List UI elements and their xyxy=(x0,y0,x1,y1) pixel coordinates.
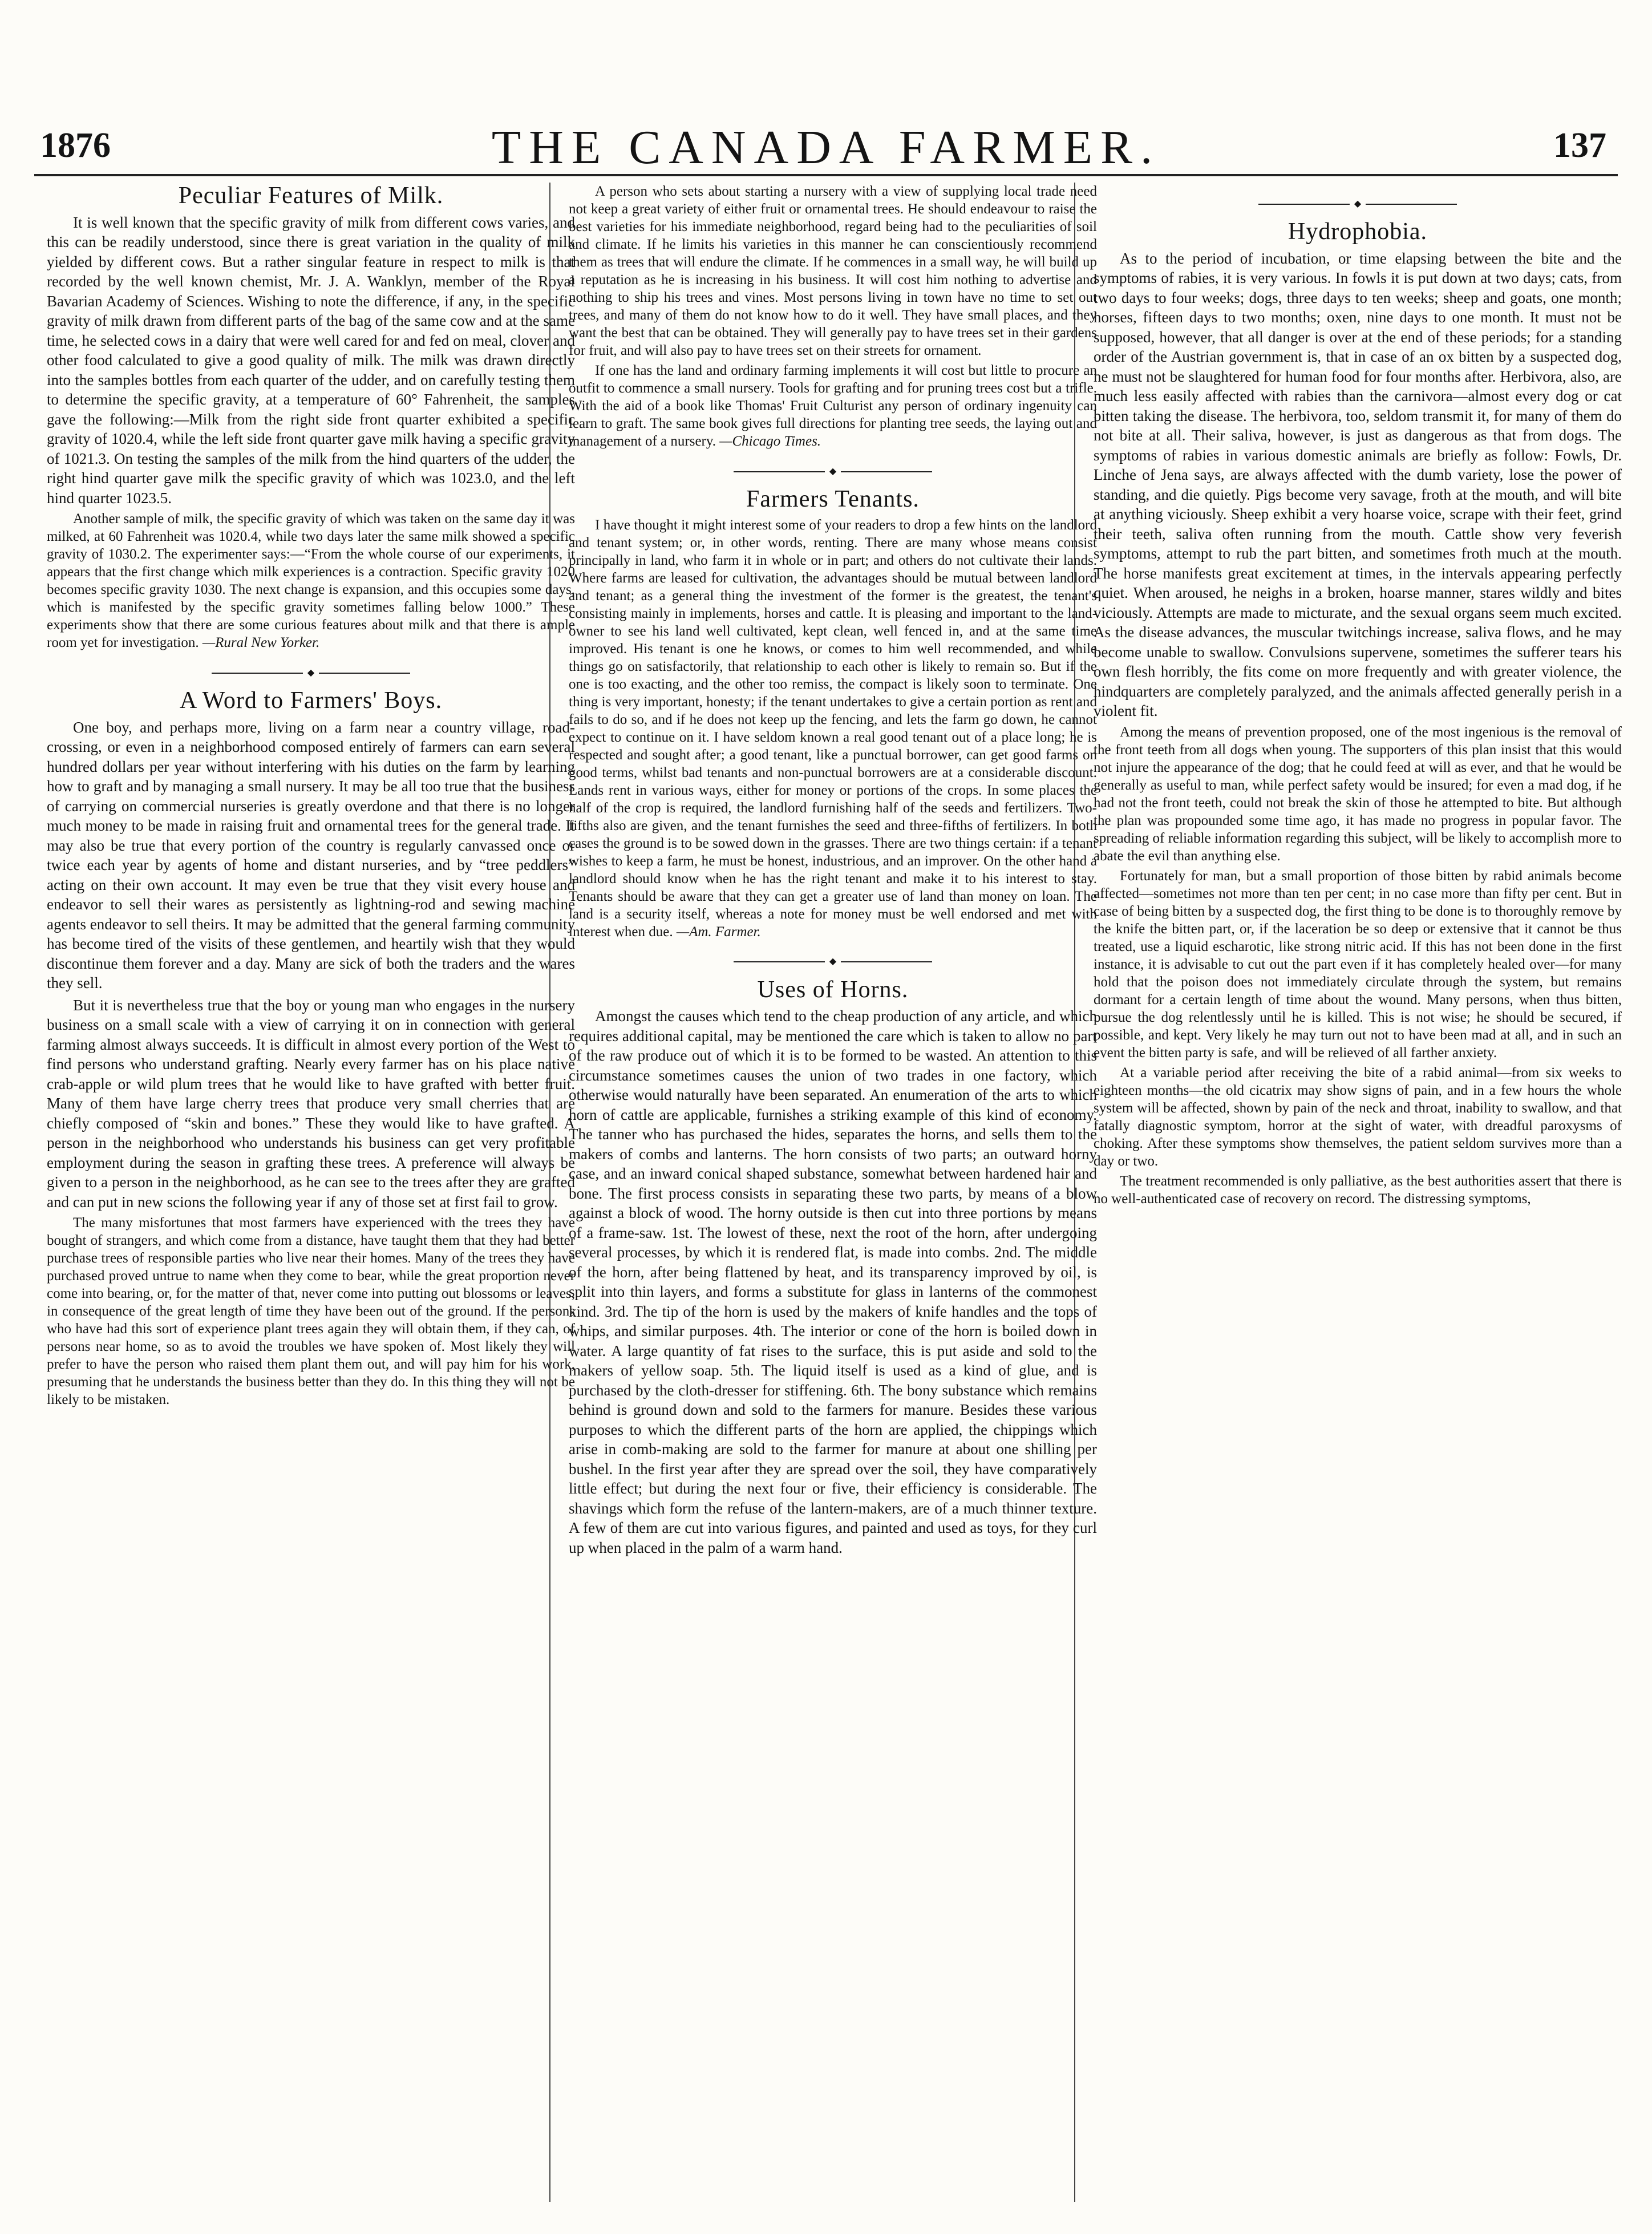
article-title-tenants: Farmers Tenants. xyxy=(746,486,920,513)
article-credit: —Rural New Yorker. xyxy=(202,635,320,650)
page-number: 137 xyxy=(1553,126,1606,165)
article-title-horns: Uses of Horns. xyxy=(757,976,909,1003)
article-paragraph: At a variable period after receiving the bite of a rabid animal—from six weeks to eighteen months—the old cicatrix may show signs of pain, and in a few hours the whole system will be affected, shown by pain of the neck and throat, inability to swallow, and that fatally diagnostic symptom, horror at the sight of water, with dreadful paroxysms of choking. After these symptoms show themselves, the patient seldom survives more than a day or two. xyxy=(1094,1065,1622,1169)
column-3 xyxy=(1081,183,1634,2213)
article-paragraph: But it is nevertheless true that the boy or young man who engages in the nursery business on a small scale with a view of carrying it on in connection with general farming almost always succeeds. It is difficult in almost every portion of the West to find persons who understand grafting. Nearly every farmer has on his place native crab-apple or wild plum trees that he would like to have grafted with better fruit. Many of them have large cherry trees that produce very small cherries that are chiefly composed of “skin and bones.” These they would like to have grafted. A person in the neighborhood who understands his business can get very profitable employment during the season in grafting these trees. A preference will always be given to a person in the neighborhood, as he can see to the trees after they are grafted and can put in new scions the following year if any of those set at first fail to grow. xyxy=(47,996,575,1211)
article-title-boys: A Word to Farmers' Boys. xyxy=(179,687,443,714)
article-paragraph: Amongst the causes which tend to the cheap production of any article, and which requires additional capital, may be mentioned the care which is taken to allow no part of the raw produce out of which it is to be formed to be wasted. An attention to this circumstance sometimes causes the union of two trades in one factory, which otherwise would naturally have been separated. An enumeration of the arts to which horn of cattle are applicable, furnishes a striking example of this kind of economy. The tanner who has purchased the hides, separates the horns, and sells them to the makers of combs and lanterns. The horn consists of two parts; an outward horny case, and an inward conical shaped substance, somewhat between hardened hair and bone. The first process consists in separating these two parts, by means of a blow against a block of wood. The horny outside is then cut into three portions by means of a frame-saw. 1st. The lowest of these, next the root of the horn, after undergoing several processes, by which it is rendered flat, is made into combs. 2nd. The middle of the horn, after being flattened by heat, and its transparency improved by oil, is split into thin layers, and forms a substitute for glass in lanterns of the commonest kind. 3rd. The tip of the horn is used by the makers of knife handles and the tops of whips, and similar purposes. 4th. The interior or cone of the horn is boiled down in water. A large quantity of fat rises to the surface, this is put aside and sold to the makers of yellow soap. 5th. The liquid itself is used as a kind of glue, and is purchased by the cloth-dresser for stiffening. 6th. The bony substance which remains behind is ground down and sold to the farmers for manure. Besides these various purposes to which the different parts of the horn are applied, the chippings which arise in comb-making are sold to the farmer for manure at about one shilling per bushel. In the first year after they are spread over the soil, they have comparatively little effect; but during the next four or five, their efficiency is considerable. The shavings which form the refuse of the lantern-makers, are of a much thinner texture. A few of them are cut into various figures, and painted and used as toys, for they curl up when placed in the palm of a warm hand. xyxy=(569,1007,1097,1556)
article-credit: —Am. Farmer. xyxy=(676,924,761,940)
article-paragraph: The many misfortunes that most farmers have experienced with the trees they have bought of strangers, and which come from a distance, have taught them that they had better purchase trees of responsible parties who live near their homes. Many of the trees they have purchased proved untrue to name when they come to bear, while the great proportion never come into bearing, or, for the matter of that, never come into putting out blossoms or leaves, in consequence of the great length of time they have been out of the ground. If the persons who have had this sort of experience plant trees again they will obtain them, if they can, of persons near home, so as to avoid the troubles we have spoken of. Most likely they will prefer to have the person who raised them plant them out, and will pay him for his work, presuming that he understands the business better than they do. In this thing they will not be likely to be mistaken. xyxy=(47,1215,575,1408)
article-paragraph: Fortunately for man, but a small proportion of those bitten by rabid animals become affected—sometimes not more than ten per cent; in no case more than fifty per cent. But in case of being bitten by a suspected dog, the first thing to be done is to thoroughly remove by the knife the bitten part, or, if the laceration be so deep or extensive that it cannot be thus treated, use a liquid escharotic, like strong nitric acid. If this has not been done in the first instance, it is advisable to cut out the part even if it has completely healed over—for many hold that the poison does not immediately circulate through the system, but remains dormant for a certain length of time about the wound. Many persons, when thus bitten, pursue the dog relentlessly until he is killed. This is not wise; he should be secured, if possible, and kept. Very likely he may turn out not to have been mad at all, and in such an event the bitten party is safe, and will be relieved of all farther anxiety. xyxy=(1094,868,1622,1061)
article-paragraph: I have thought it might interest some of your readers to drop a few hints on the landlord and tenant system; or, in other words, renting. There are many whose means consist principally in land, who farm it in whole or in part; and others do not cultivate their lands. Where farms are leased for cultivation, the advantages should be mutual between landlord and tenant; as a general thing the investment of the former is the greatest, the tenant's consisting mainly in implements, horses and cattle. It is pleasing and important to the land-owner to see his land well cultivated, kept clean, well fenced in, and at the same time improved. His tenant is one he knows, or comes to him well recommended, and while things go on satisfactorily, that relationship to each other is likely to remain so. But if the one is too exacting, and the other too remiss, the compact is likely soon to terminate. One thing is very important, honesty; if the tenant undertakes to give a certain portion as rent and fails to do so, and if he does not keep up the fencing, and lets the farm go down, he cannot expect to continue on it. I have seldom known a real good tenant out of a place long; he is respected and sought after; a good tenant, like a punctual borrower, can get good farms on good terms, whilst bad tenants and non-punctual borrowers are at a considerable discount. Lands rent in various ways, either for money or portions of the crops. In some places the half of the crop is required, the landlord furnishing half of the seeds and fertilizers. Two-fifths also are given, and the tenant furnishes the seed and three-fifths of fertilizers. In both cases the ground is to be sowed down in the grasses. There are two things certain: if a tenant wishes to keep a farm, he must be honest, industrious, and an improver. On the other hand a landlord should know when he has the right tenant and make it to his interest to stay. Tenants should be aware that they can get a greater use of land than money on loan. The land is a security itself, whereas a note for money must be well endorsed and met with interest when due. —Am. Farmer. xyxy=(569,517,1097,940)
masthead-rule xyxy=(34,174,1618,176)
newspaper-title: THE CANADA FARMER. xyxy=(491,121,1161,174)
article-title-milk: Peculiar Features of Milk. xyxy=(178,183,444,209)
section-separator: ◆ xyxy=(569,460,1097,481)
article-paragraph: If one has the land and ordinary farming implements it will cost but little to procure an outfit to commence a small nursery. Tools for grafting and for pruning trees cost but a trifle. With the aid of a book like Thomas' Fruit Culturist any person of ordinary ingenuity can learn to graft. The same book gives full directions for planting tree seeds, the laying out and management of a nursery. —Chicago Times. xyxy=(569,363,1097,449)
issue-year: 1876 xyxy=(40,126,111,165)
column-2 xyxy=(556,183,1110,2213)
article-paragraph: The treatment recommended is only palliative, as the best authorities assert that there is no well-authenticated case of recovery on record. The distressing symptoms, xyxy=(1094,1173,1622,1207)
article-credit: —Chicago Times. xyxy=(719,434,821,449)
article-paragraph: It is well known that the specific gravity of milk from different cows varies, and this can be readily understood, since there is great variation in the quality of milk yielded by different cows. But a rather singular feature in respect to milk is that recorded by the well known chemist, Mr. J. A. Wanklyn, member of the Royal Bavarian Academy of Sciences. Wishing to note the difference, if any, in the specific gravity of milk drawn from different parts of the bag of the same cow and at the same time, he selected cows in a dairy that were well cared for and fed on meal, clover and other food calculated to give a good quality of milk. The milk was drawn directly into the samples bottles from each quarter of the udder, and on carefully testing them to determine the specific gravity, at a temperature of 60° Fahrenheit, the samples gave the following:—Milk from the right side front quarter exhibited a specific gravity of 1020.4, while the left side front quarter gave milk having a specific gravity of 1021.3. On testing the samples of the milk from the hind quarters of the udder, the right hind quarter gave milk the specific gravity of which was 1023.0, and the left hind quarter 1023.5. xyxy=(47,213,575,507)
article-paragraph: Among the means of prevention proposed, one of the most ingenious is the removal of the front teeth from all dogs when young. The supporters of this plan insist that this would not injure the appearance of the dog; that he could feed at will as ever, and that he would be generally as useful to man, while perfect safety would be insured; for even a mad dog, if he had not the front teeth, could not break the skin of those he attempted to bite. But although the plan was propounded some time ago, it has made no progress in popular favor. The spreading of reliable information regarding this subject, will be likely to accomplish more to abate the evil than anything else. xyxy=(1094,724,1622,864)
article-title-hydrophobia: Hydrophobia. xyxy=(1287,218,1428,245)
article-paragraph: Another sample of milk, the specific gravity of which was taken on the same day it was milked, at 60 Fahrenheit was 1020.4, while two days later the same milk showed a specific gravity of 1030.2. The experimenter says:—“From the whole course of our experiments, it appears that the first change which milk experiences is a contraction. Specific gravity 1020 becomes specific gravity 1030. The next change is expansion, and this occupies some days, which is manifested by the specific gravity sometimes falling below 1000.” These experiments show that there are some curious features about milk and that there is ample room yet for investigation. —Rural New Yorker. xyxy=(47,511,575,650)
article-paragraph: One boy, and perhaps more, living on a farm near a country village, road-crossing, or even in a neighborhood composed entirely of farmers can earn several hundred dollars per year without interfering with his duties on the farm by learning how to graft and by managing a small nursery. It may be all too true that the business of carrying on commercial nurseries is greatly overdone and that there is no longer much money to be made in raising fruit and ornamental trees for the general trade. It may also be true that every portion of the country is regularly canvassed once or twice each year by agents of home and distant nurseries, and by “tree peddlers” acting on their own account. It may even be true that they visit every house and endeavor to sell their wares as persistently as lightning-rod and sewing machine agents endeavor to sell theirs. It may be admitted that the general farming community has become tired of the visits of these gentlemen, and heartily wish that they would discontinue them forever and a day. Many are sick of both the traders and the wares they sell. xyxy=(47,718,575,992)
masthead xyxy=(34,120,1618,174)
article-paragraph: A person who sets about starting a nursery with a view of supplying local trade need not keep a great variety of either fruit or ornamental trees. He should endeavour to raise the best varieties for his immediate neighborhood, regard being had to the peculiarities of soil and climate. If he limits his varieties in this manner he can conscientiously recommend them as trees that will endure the climate. If he commences in a small way, he will build up a reputation as he is increasing in his business. It will cost him nothing to advertise and nothing to ship his trees and vines. Most persons living in town have no time to set out trees, and many of them do not know how to do it well. They have small places, and they want the best that can be obtained. They will generally pay to have trees set in their gardens for fruit, and will also pay to have trees set on their streets for ornament. xyxy=(569,184,1097,358)
column-1 xyxy=(34,183,588,2213)
section-separator: ◆ xyxy=(569,951,1097,972)
article-paragraph: As to the period of incubation, or time elapsing between the bite and the symptoms of rabies, it is very various. In fowls it is put down at two days; cats, from two days to four weeks; dogs, three days to ten weeks; sheep and goats, one month; horses, fifteen days to two months; oxen, nine days to one month. It must not be supposed, however, that all danger is over at the end of these periods; for a standing order of the Austrian government is, that in case of an ox bitten by a suspected dog, he must not be slaughtered for human food for four months after. Herbivora, also, are much less easily affected with rabies than the carnivora—almost every dog or cat bitten taking the disease. The herbivora, too, seldom transmit it, for many of them do not bite at all. Their saliva, however, is just as dangerous as that from dogs. The symptoms of rabies in various domestic animals are briefly as follow: Fowls, Dr. Linche of Jena says, are always affected with the dumb variety, lose the power of standing, and die quietly. Pigs become very savage, froth at the mouth, and will bite at anything viciously. Sheep exhibit a very hoarse voice, scrape with their feet, grind their teeth, saliva often running from the mouth. Cattle show very feverish symptoms, attempt to rub the part bitten, and sometimes froth much at the mouth. The horse manifests great excitement at times, in the intervals appearing perfectly quiet. When aroused, he neighs in a broken, hoarse manner, stares wildly and bites viciously. Attempts are made to micturate, and the sexual organs seem much excited. As the disease advances, the muscular twitchings increase, saliva flows, and he may become unable to swallow. Convulsions supervene, sometimes the sufferer tears his own flesh horribly, the fits come on more frequently and with greater violence, the hindquarters are completely paralyzed, and the animals affected generally perish in a violent fit. xyxy=(1094,249,1622,720)
section-separator: ◆ xyxy=(1094,193,1622,214)
section-separator: ◆ xyxy=(47,662,575,683)
